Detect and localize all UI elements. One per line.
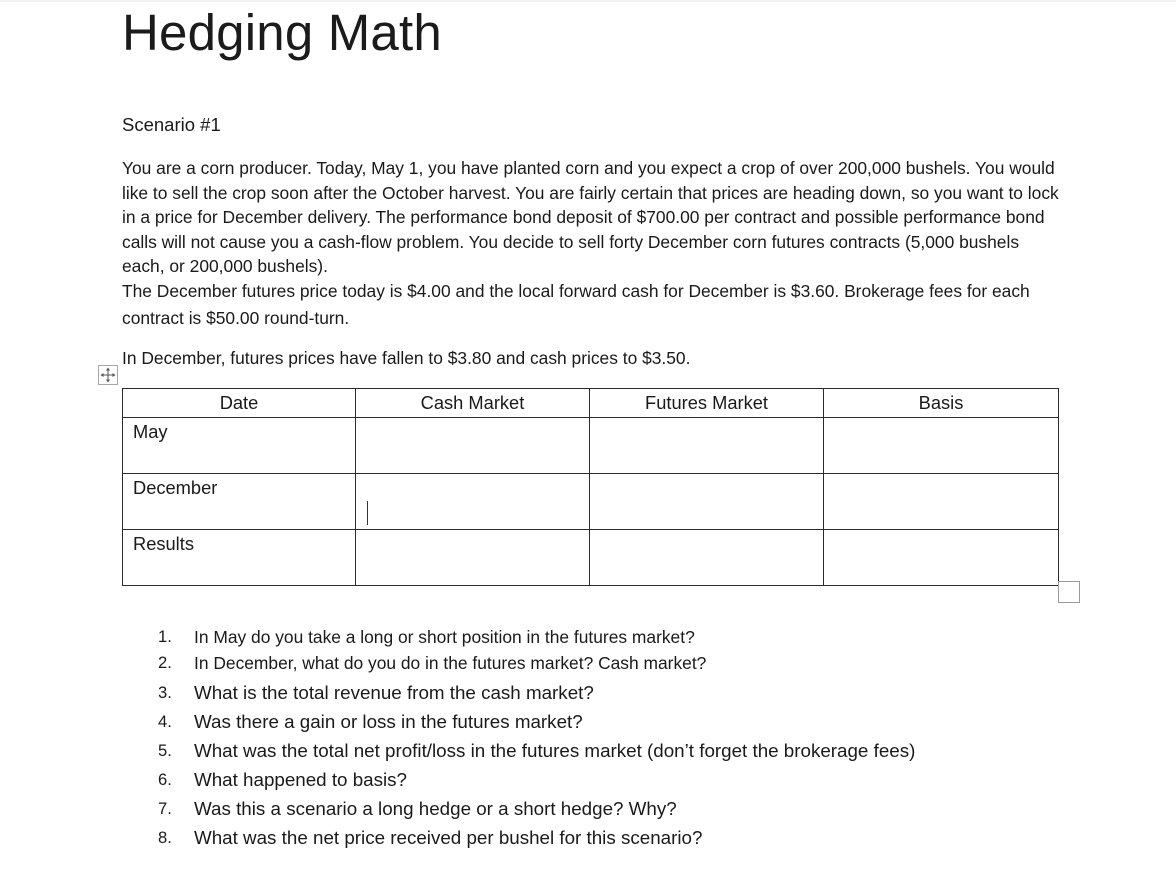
row-label-december: December [123,474,356,530]
december-prices: In December, futures prices have fallen to $3.80 and cash prices to $3.50. [122,348,691,368]
page-title: Hedging Math [122,4,442,61]
header-basis: Basis [824,389,1059,418]
cell-may-cash[interactable] [356,418,590,474]
cell-may-basis[interactable] [824,418,1059,474]
question-text: In December, what do you do in the futures market? Cash market? [194,653,707,673]
table-header-row [123,389,1059,418]
cell-december-basis[interactable] [824,474,1059,530]
cell-results-cash[interactable] [356,530,590,586]
scenario-description: You are a corn producer. Today, May 1, you have planted corn and you expect a crop of over 200,000 bushels. You would like to sell the crop soon after the October harvest. You are fairly certain that prices are heading down, so you want to lock in a price for December delivery. The performance bond deposit of $700.00 per contract and possible performance bond calls will not cause you a cash-flow problem. You decide to sell forty December corn futures contracts (5,000 bushels each, or 200,000 bushels). [122,158,1059,277]
cell-results-basis[interactable] [824,530,1059,586]
list-item [150,624,915,650]
list-item [150,736,915,765]
question-text: What was the total net profit/loss in the futures market (don’t forget the brokerage fees) [194,740,916,761]
list-item [150,678,915,707]
table-row [123,530,1059,586]
cell-december-futures[interactable] [590,474,824,530]
question-number: 8. [158,828,172,847]
question-list [150,624,915,852]
list-item [150,794,915,823]
table-resize-handle[interactable] [1058,581,1080,603]
question-text: What was the net price received per bushel for this scenario? [194,827,703,848]
list-item [150,707,915,736]
list-item [150,823,915,852]
table-row [123,418,1059,474]
question-text: Was there a gain or loss in the futures market? [194,711,583,732]
question-text: Was this a scenario a long hedge or a short hedge? Why? [194,798,677,819]
question-number: 5. [158,741,172,760]
list-item [150,765,915,794]
move-arrows-icon [99,366,117,384]
question-number: 3. [158,683,172,702]
question-text: What is the total revenue from the cash market? [194,682,594,703]
text-cursor [367,501,368,525]
question-number: 6. [158,770,172,789]
table-move-handle[interactable] [98,365,118,385]
cell-may-futures[interactable] [590,418,824,474]
question-number: 2. [158,653,172,672]
question-number: 7. [158,799,172,818]
list-item [150,650,915,678]
question-text: In May do you take a long or short position in the futures market? [194,627,695,647]
cell-december-cash[interactable] [356,474,590,530]
header-cash-market: Cash Market [356,389,590,418]
row-label-results: Results [123,530,356,586]
price-details: The December futures price today is $4.00 and the local forward cash for December is $3.60. Brokerage fees for each contract is $50.00 round-turn. [122,281,1030,328]
question-text: What happened to basis? [194,769,408,790]
hedge-table [122,388,1059,586]
question-number: 4. [158,712,172,731]
question-number: 1. [158,627,172,646]
row-label-may: May [123,418,356,474]
cell-results-futures[interactable] [590,530,824,586]
scenario-heading: Scenario #1 [122,114,221,135]
header-futures-market: Futures Market [590,389,824,418]
header-date: Date [123,389,356,418]
table-row [123,474,1059,530]
